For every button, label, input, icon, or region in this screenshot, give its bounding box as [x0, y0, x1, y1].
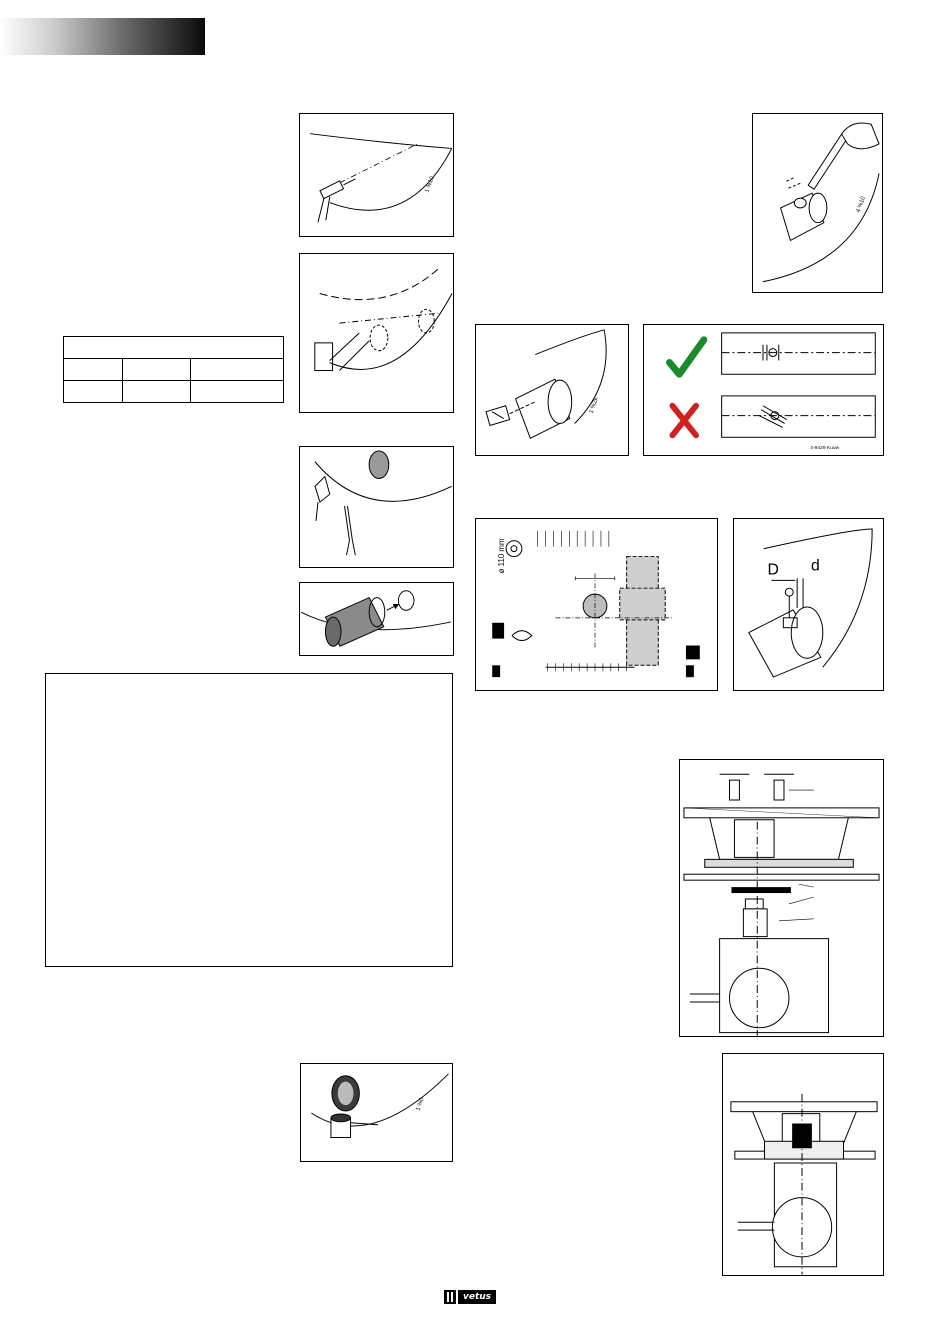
table-cell [191, 381, 284, 403]
dimension-table [63, 336, 284, 403]
table-cell [123, 381, 191, 403]
figure-tube-insert [299, 582, 454, 656]
table-header-cell [64, 337, 284, 359]
figure-code: 1 %10 [424, 175, 436, 194]
label-big-d: D [767, 561, 779, 579]
figure-resin-brush [300, 1063, 453, 1162]
footer-logo [444, 1290, 496, 1304]
label-small-d: d [810, 557, 820, 575]
figure-template-tape [475, 324, 629, 456]
cross-mark-icon [672, 406, 696, 436]
figure-code: 1 %0 [415, 1097, 426, 1112]
figure-d-measure [733, 518, 884, 691]
figure-template-sheet [475, 518, 718, 691]
figure-exploded-assembly [679, 759, 884, 1037]
table-cell [123, 359, 191, 381]
table-cell [191, 359, 284, 381]
figure-code: 1 %2k [588, 396, 600, 415]
check-mark-icon [669, 340, 703, 374]
header-gradient-bar [0, 18, 205, 55]
figure-alignment-check [643, 324, 884, 456]
table-cell [64, 381, 123, 403]
table-cell [64, 359, 123, 381]
figure-cut-hole [299, 446, 454, 568]
figure-code: 4 %10 [855, 195, 867, 214]
figure-pencil-mark [752, 113, 883, 293]
logo-wordmark: vetus [458, 1290, 496, 1304]
note-box [45, 673, 453, 967]
figure-drill-hull [299, 113, 454, 237]
logo-mark-icon [444, 1290, 456, 1304]
template-diameter: ø 110 mm [497, 538, 507, 574]
figure-hole-guide [299, 253, 454, 413]
figure-code: 4-9429 Kuuw [810, 446, 840, 452]
figure-assembled-unit [722, 1053, 884, 1276]
